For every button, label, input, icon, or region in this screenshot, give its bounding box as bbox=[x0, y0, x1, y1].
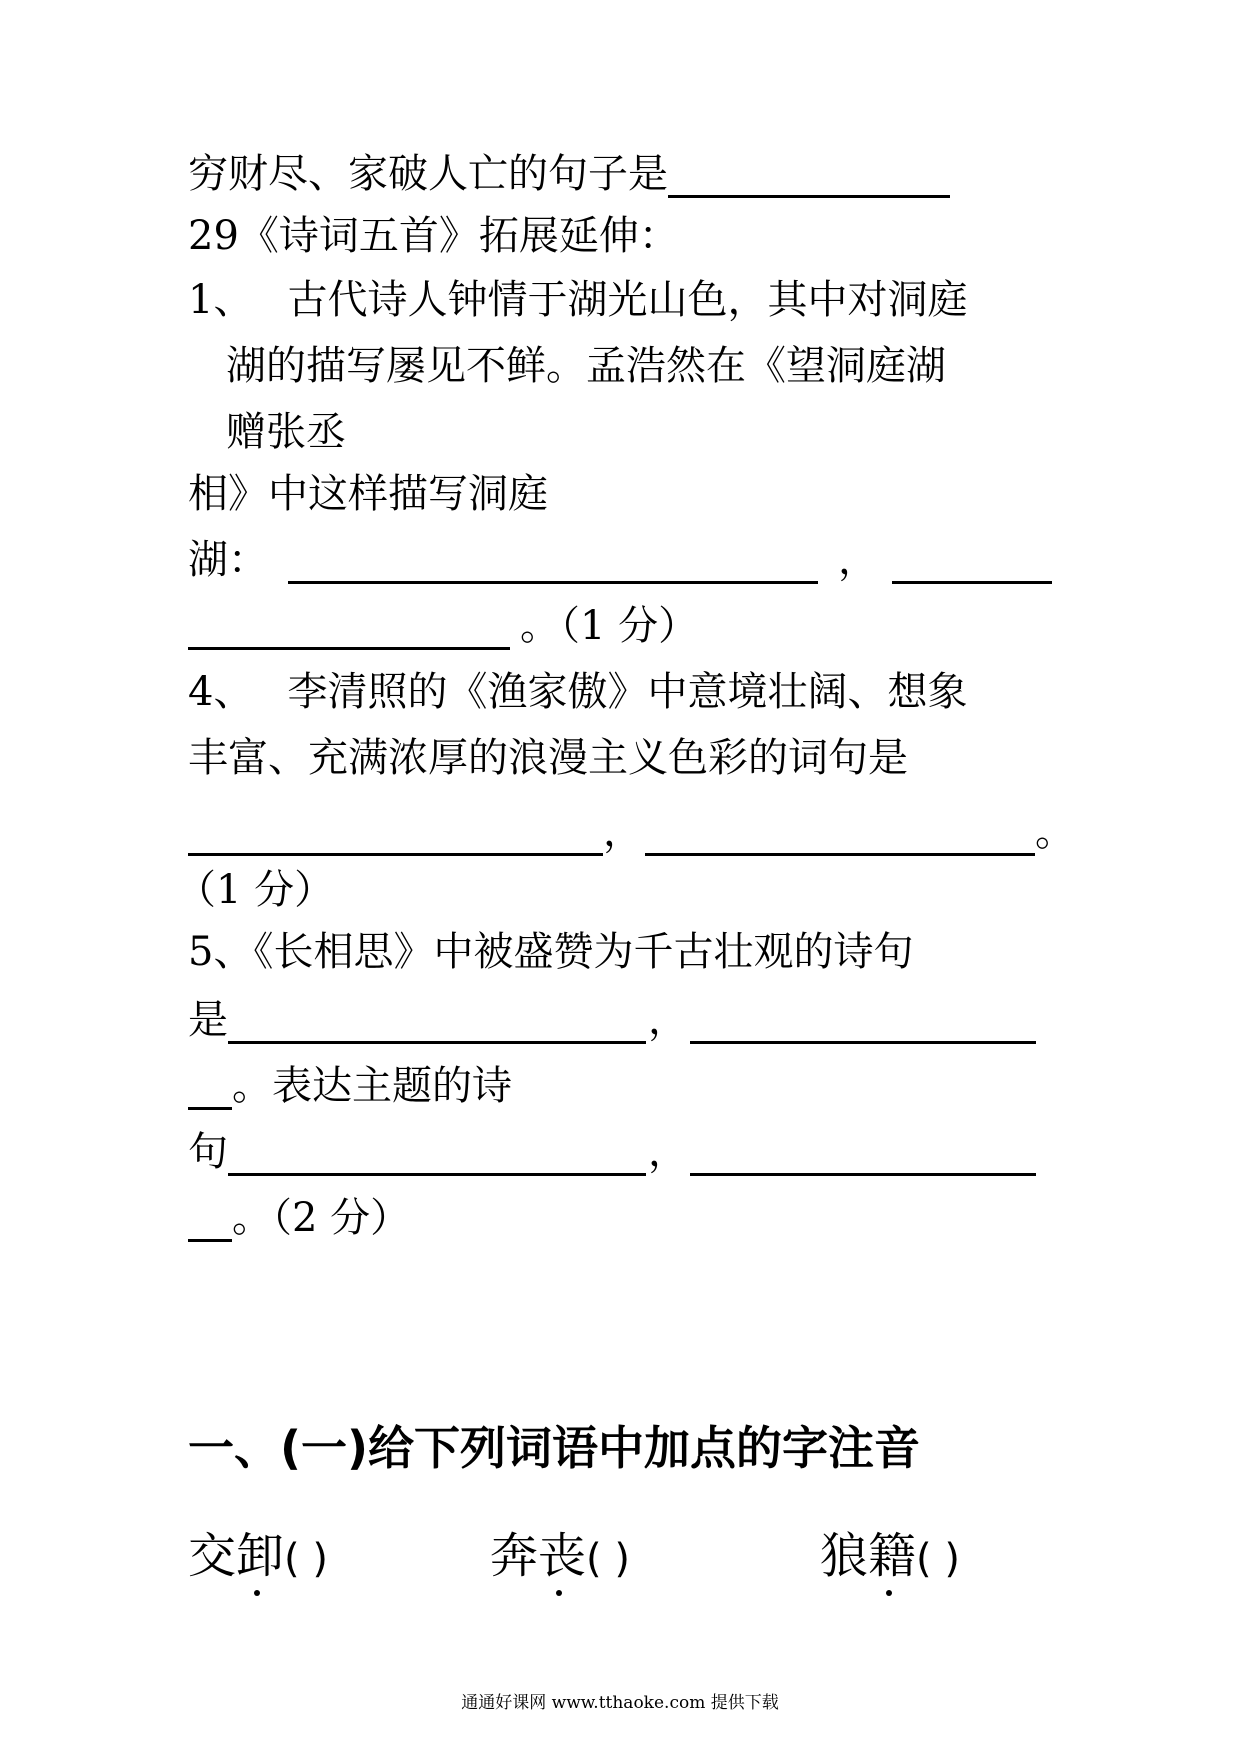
score-text: （1 分） bbox=[176, 867, 335, 913]
pinyin-item-2 bbox=[490, 1526, 630, 1589]
question-5-answer-line-3 bbox=[188, 1128, 1036, 1176]
question-5-answer-line bbox=[188, 996, 1036, 1044]
emphasis-dot bbox=[886, 1590, 892, 1596]
question-1-text-5: 湖： bbox=[188, 537, 268, 583]
question-1-text-2: 湖的描写屡见不鲜。孟浩然在《望洞庭湖 bbox=[226, 343, 946, 389]
question-1-line-3 bbox=[226, 408, 346, 456]
pinyin-item-1 bbox=[188, 1526, 328, 1589]
question-4-answer-line bbox=[188, 808, 1075, 856]
question-4-number: 4、 bbox=[188, 669, 254, 715]
answer-blank[interactable] bbox=[228, 1001, 646, 1044]
pinyin-word-3: 狼籍 bbox=[820, 1526, 916, 1586]
question-5-answer-line-4 bbox=[188, 1194, 410, 1242]
text-line-2 bbox=[188, 212, 679, 260]
question-1-text-4: 相》中这样描写洞庭 bbox=[188, 471, 548, 517]
answer-blank[interactable] bbox=[228, 1133, 646, 1176]
pinyin-word-2: 奔丧 bbox=[490, 1526, 586, 1586]
question-1-answer-line-2 bbox=[188, 602, 698, 650]
emphasis-dot bbox=[556, 1590, 562, 1596]
section-29-title: 29《诗词五首》拓展延伸： bbox=[188, 213, 679, 259]
pinyin-exercise-row bbox=[188, 1526, 1088, 1606]
section-heading: 一、(一)给下列词语中加点的字注音 bbox=[188, 1421, 921, 1475]
question-5-text-4: 句 bbox=[188, 1129, 228, 1175]
question-4-line bbox=[188, 668, 967, 716]
pinyin-word-1: 交卸 bbox=[188, 1526, 284, 1586]
question-5-answer-line-2 bbox=[188, 1062, 512, 1110]
question-4-score-line bbox=[176, 866, 334, 914]
answer-blank[interactable] bbox=[188, 1067, 232, 1110]
answer-blank[interactable] bbox=[188, 607, 510, 650]
score-text: 。（1 分） bbox=[520, 603, 699, 649]
comma: ， bbox=[648, 997, 688, 1043]
answer-blank[interactable] bbox=[188, 813, 603, 856]
comma: ， bbox=[838, 537, 878, 583]
pinyin-item-3 bbox=[820, 1526, 960, 1589]
answer-blank[interactable] bbox=[288, 541, 818, 584]
pinyin-answer-slot[interactable]: ( ) bbox=[916, 1536, 960, 1582]
answer-blank[interactable] bbox=[690, 1133, 1036, 1176]
emphasis-dot bbox=[254, 1590, 260, 1596]
question-1-line bbox=[188, 276, 967, 324]
question-1-text: 古代诗人钟情于湖光山色，其中对洞庭 bbox=[287, 277, 968, 323]
text-line-1 bbox=[188, 150, 950, 198]
answer-blank[interactable] bbox=[188, 1199, 232, 1242]
question-5-text-2: 是 bbox=[188, 997, 228, 1043]
answer-blank[interactable] bbox=[668, 155, 950, 198]
question-5-text: 5、《长相思》中被盛赞为千古壮观的诗句 bbox=[188, 929, 914, 975]
score-text: 。（2 分） bbox=[232, 1195, 411, 1241]
pinyin-answer-slot[interactable]: ( ) bbox=[586, 1536, 630, 1582]
answer-blank[interactable] bbox=[690, 1001, 1036, 1044]
question-4-line-2 bbox=[188, 734, 908, 782]
comma: ， bbox=[603, 809, 643, 855]
question-1-line-4 bbox=[188, 470, 548, 518]
line-1-text: 穷财尽、家破人亡的句子是 bbox=[188, 151, 668, 197]
comma: ， bbox=[648, 1129, 688, 1175]
question-4-text: 李清照的《渔家傲》中意境壮阔、想象 bbox=[287, 669, 968, 715]
question-1-line-2 bbox=[226, 342, 946, 390]
pinyin-answer-slot[interactable]: ( ) bbox=[284, 1536, 328, 1582]
question-4-text-2: 丰富、充满浓厚的浪漫主义色彩的词句是 bbox=[188, 735, 908, 781]
question-5-text-3: 。表达主题的诗 bbox=[232, 1063, 512, 1109]
question-1-answer-line bbox=[188, 536, 1052, 584]
footer-source: 通通好课网 www.tthaoke.com 提供下载 bbox=[461, 1693, 779, 1713]
answer-blank[interactable] bbox=[645, 813, 1035, 856]
question-1-number: 1、 bbox=[188, 277, 254, 323]
answer-blank[interactable] bbox=[892, 541, 1052, 584]
question-1-text-3: 赠张丞 bbox=[226, 409, 346, 455]
period: 。 bbox=[1035, 809, 1075, 855]
question-5-line bbox=[188, 928, 913, 976]
